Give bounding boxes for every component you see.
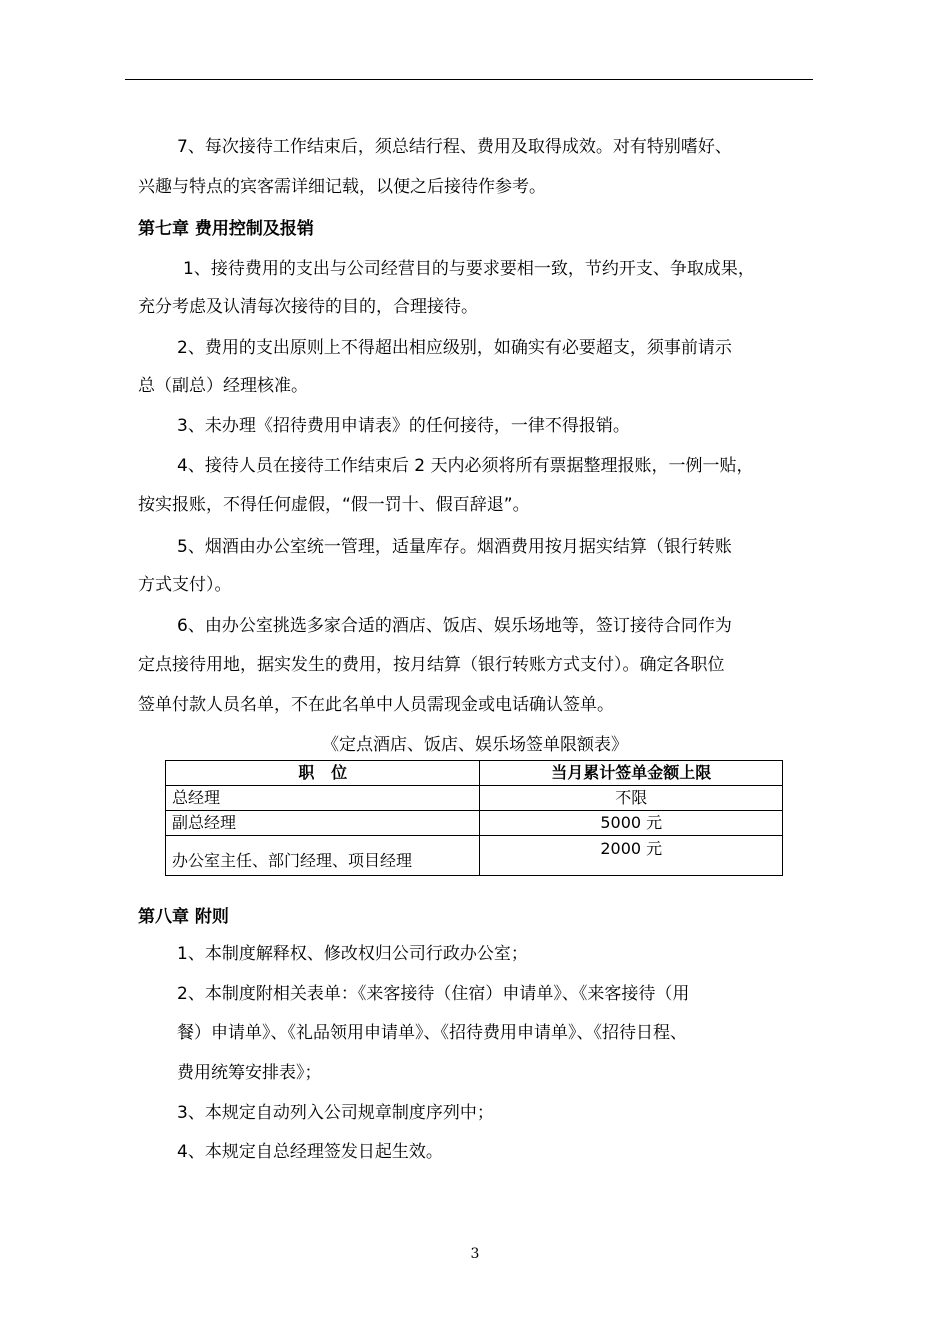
ch7-item-2-line-2: 总（副总）经理核准。	[138, 376, 308, 396]
ch7-item-5-line-1: 5、烟酒由办公室统一管理，适量库存。烟酒费用按月据实结算（银行转账	[177, 537, 732, 557]
table-row	[166, 786, 783, 811]
table-row	[166, 811, 783, 836]
cell-position: 总经理	[166, 786, 480, 811]
signing-limit-table	[165, 760, 783, 876]
ch7-item-5-line-2: 方式支付）。	[138, 575, 232, 595]
ch8-item-2-line-3: 费用统筹安排表》；	[177, 1063, 322, 1083]
ch7-item-1-line-2: 充分考虑及认清每次接待的目的，合理接待。	[138, 297, 478, 317]
ch7-item-6-line-2: 定点接待用地，据实发生的费用，按月结算（银行转账方式支付）。确定各职位	[138, 655, 725, 675]
ch8-item-1: 1、本制度解释权、修改权归公司行政办公室；	[177, 944, 528, 964]
cell-position: 副总经理	[166, 811, 480, 836]
header-rule	[125, 79, 813, 80]
para-7-line-2: 兴趣与特点的宾客需详细记载，以便之后接待作参考。	[138, 177, 546, 197]
ch7-item-6-line-3: 签单付款人员名单，不在此名单中人员需现金或电话确认签单。	[138, 695, 614, 715]
ch8-item-2-line-1: 2、本制度附相关表单：《来客接待（住宿）申请单》、《来客接待（用	[177, 984, 690, 1004]
ch8-item-3: 3、本规定自动列入公司规章制度序列中；	[177, 1103, 494, 1123]
ch7-item-6-line-1: 6、由办公室挑选多家合适的酒店、饭店、娱乐场地等，签订接待合同作为	[177, 616, 732, 636]
ch7-item-4-line-2: 按实报账，不得任何虚假，“假一罚十、假百辞退”。	[138, 495, 530, 515]
para-7-line-1: 7、每次接待工作结束后，须总结行程、费用及取得成效。对有特别嗜好、	[177, 137, 732, 157]
header-position: 职 位	[166, 761, 480, 786]
ch8-item-4: 4、本规定自总经理签发日起生效。	[177, 1142, 443, 1162]
cell-position: 办公室主任、部门经理、项目经理	[166, 836, 480, 876]
ch8-item-2-line-2: 餐）申请单》、《礼品领用申请单》、《招待费用申请单》、《招待日程、	[177, 1023, 687, 1043]
table-caption: 《定点酒店、饭店、娱乐场签单限额表》	[322, 735, 628, 755]
cell-limit: 5000 元	[480, 811, 783, 836]
cell-limit: 不限	[480, 786, 783, 811]
chapter-8-heading: 第八章 附则	[138, 907, 229, 927]
page-number: 3	[470, 1246, 480, 1262]
header-limit: 当月累计签单金额上限	[480, 761, 783, 786]
ch7-item-1-line-1: 1、接待费用的支出与公司经营目的与要求要相一致，节约开支、争取成果，	[183, 259, 755, 279]
ch7-item-4-line-1: 4、接待人员在接待工作结束后 2 天内必须将所有票据整理报账，一例一贴，	[177, 456, 754, 476]
ch7-item-2-line-1: 2、费用的支出原则上不得超出相应级别，如确实有必要超支，须事前请示	[177, 338, 732, 358]
table-header-row	[166, 761, 783, 786]
cell-limit: 2000 元	[480, 836, 783, 876]
table-row	[166, 836, 783, 876]
chapter-7-heading: 第七章 费用控制及报销	[138, 219, 314, 239]
ch7-item-3: 3、未办理《招待费用申请表》的任何接待，一律不得报销。	[177, 416, 630, 436]
